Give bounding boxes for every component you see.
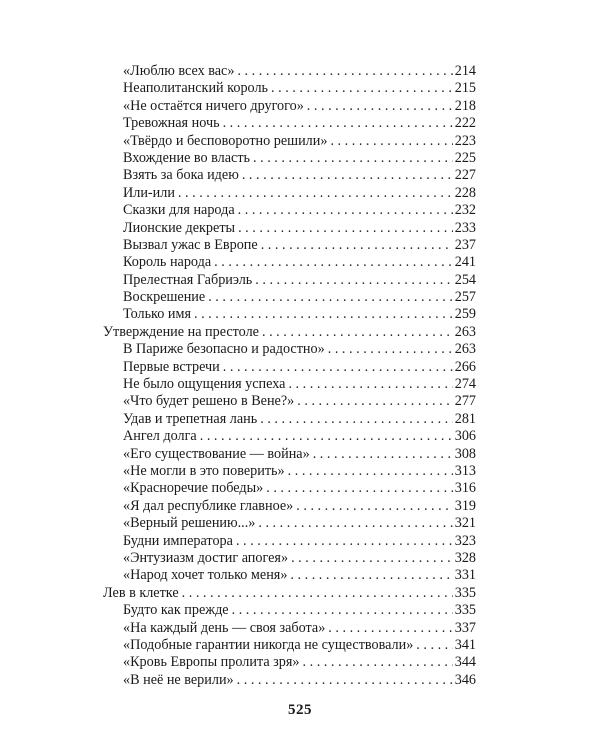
toc-entry-page: 341 bbox=[454, 636, 476, 653]
toc-section-row bbox=[103, 411, 476, 428]
toc-chapter-row bbox=[103, 324, 476, 341]
dot-leader bbox=[416, 637, 452, 654]
toc-section-row bbox=[103, 63, 476, 80]
dot-leader bbox=[328, 620, 452, 637]
toc-entry-title: Лев в клетке bbox=[103, 584, 179, 601]
toc-section-row bbox=[103, 306, 476, 323]
toc-entry-title: Будто как прежде bbox=[123, 602, 229, 619]
dot-leader bbox=[290, 567, 452, 584]
toc-entry-title: Король народа bbox=[123, 254, 212, 271]
toc-entry-title: Лионские декреты bbox=[123, 219, 236, 236]
dot-leader bbox=[271, 80, 453, 97]
dot-leader bbox=[253, 150, 453, 167]
toc-section-row bbox=[103, 498, 476, 515]
toc-entry-page: 257 bbox=[454, 289, 476, 306]
dot-leader bbox=[238, 220, 453, 237]
toc-section-row bbox=[103, 533, 476, 550]
dot-leader bbox=[242, 167, 453, 184]
toc-section-row bbox=[103, 359, 476, 376]
dot-leader bbox=[261, 237, 453, 254]
toc-section-row bbox=[103, 428, 476, 445]
toc-entry-page: 328 bbox=[454, 549, 476, 566]
toc-section-row bbox=[103, 376, 476, 393]
dot-leader bbox=[200, 428, 453, 445]
toc-section-row bbox=[103, 463, 476, 480]
toc-entry-page: 281 bbox=[454, 410, 476, 427]
toc-entry-page: 344 bbox=[454, 654, 476, 671]
toc-entry-page: 227 bbox=[454, 167, 476, 184]
toc-entry-title: «На каждый день — своя забота» bbox=[123, 619, 326, 636]
dot-leader bbox=[238, 202, 453, 219]
dot-leader bbox=[237, 672, 453, 689]
toc-entry-title: «Твёрдо и бесповоротно решили» bbox=[123, 132, 328, 149]
toc-entry-page: 335 bbox=[454, 602, 476, 619]
dot-leader bbox=[208, 289, 453, 306]
toc-entry-page: 222 bbox=[454, 115, 476, 132]
dot-leader bbox=[296, 498, 452, 515]
toc-entry-page: 233 bbox=[454, 219, 476, 236]
toc-entry-page: 241 bbox=[454, 254, 476, 271]
toc-entry-page: 313 bbox=[454, 462, 476, 479]
toc-entry-page: 228 bbox=[454, 184, 476, 201]
toc-section-row bbox=[103, 672, 476, 689]
toc-entry-title: «В неё не верили» bbox=[123, 671, 234, 688]
toc-section-row bbox=[103, 115, 476, 132]
toc-entry-title: «Народ хочет только меня» bbox=[123, 567, 288, 584]
dot-leader bbox=[303, 654, 453, 671]
toc-entry-title: «Кровь Европы пролита зря» bbox=[123, 654, 300, 671]
dot-leader bbox=[182, 585, 453, 602]
toc-entry-title: «Верный решению...» bbox=[123, 515, 256, 532]
dot-leader bbox=[232, 602, 453, 619]
toc-entry-page: 319 bbox=[454, 497, 476, 514]
toc-section-row bbox=[103, 202, 476, 219]
dot-leader bbox=[307, 98, 453, 115]
toc-section-row bbox=[103, 446, 476, 463]
dot-leader bbox=[255, 272, 452, 289]
dot-leader bbox=[223, 359, 453, 376]
toc-entry-page: 259 bbox=[454, 306, 476, 323]
toc-entry-page: 274 bbox=[454, 376, 476, 393]
toc-entry-page: 331 bbox=[454, 567, 476, 584]
dot-leader bbox=[330, 133, 452, 150]
toc-section-row bbox=[103, 80, 476, 97]
toc-entry-page: 214 bbox=[454, 63, 476, 79]
toc-entry-title: Только имя bbox=[123, 306, 191, 323]
toc-entry-title: Вызвал ужас в Европе bbox=[123, 236, 258, 253]
toc-section-row bbox=[103, 254, 476, 271]
dot-leader bbox=[262, 324, 453, 341]
toc-entry-title: Сказки для народа bbox=[123, 202, 235, 219]
toc-section-row bbox=[103, 341, 476, 358]
toc-entry-page: 263 bbox=[454, 341, 476, 358]
table-of-contents bbox=[103, 63, 476, 689]
toc-section-row bbox=[103, 393, 476, 410]
toc-entry-page: 266 bbox=[454, 358, 476, 375]
dot-leader bbox=[288, 376, 452, 393]
toc-entry-title: Утверждение на престоле bbox=[103, 323, 259, 340]
toc-entry-page: 306 bbox=[454, 428, 476, 445]
toc-entry-page: 263 bbox=[454, 323, 476, 340]
toc-entry-title: «Люблю всех вас» bbox=[123, 63, 235, 79]
toc-entry-title: «Его существование — война» bbox=[123, 445, 310, 462]
dot-leader bbox=[223, 115, 453, 132]
toc-entry-page: 335 bbox=[454, 584, 476, 601]
dot-leader bbox=[291, 550, 453, 567]
toc-entry-title: «Энтузиазм достиг апогея» bbox=[123, 549, 289, 566]
dot-leader bbox=[288, 463, 453, 480]
dot-leader bbox=[214, 254, 453, 271]
dot-leader bbox=[194, 306, 453, 323]
toc-entry-title: Удав и трепетная лань bbox=[123, 410, 258, 427]
toc-section-row bbox=[103, 150, 476, 167]
dot-leader bbox=[297, 393, 452, 410]
toc-entry-title: «Я дал республике главное» bbox=[123, 497, 294, 514]
toc-entry-title: Ангел долга bbox=[123, 428, 197, 445]
toc-entry-title: Тревожная ночь bbox=[123, 115, 220, 132]
toc-entry-title: Взять за бока идею bbox=[123, 167, 239, 184]
toc-entry-page: 308 bbox=[454, 445, 476, 462]
toc-entry-page: 321 bbox=[454, 515, 476, 532]
toc-entry-title: Прелестная Габриэль bbox=[123, 271, 253, 288]
dot-leader bbox=[236, 533, 453, 550]
toc-section-row bbox=[103, 133, 476, 150]
toc-entry-title: «Что будет решено в Вене?» bbox=[123, 393, 295, 410]
toc-entry-page: 223 bbox=[454, 132, 476, 149]
toc-section-row bbox=[103, 620, 476, 637]
dot-leader bbox=[313, 446, 453, 463]
dot-leader bbox=[328, 341, 453, 358]
toc-entry-title: Будни императора bbox=[123, 532, 233, 549]
toc-entry-title: Не было ощущения успеха bbox=[123, 376, 286, 393]
toc-entry-page: 232 bbox=[454, 202, 476, 219]
dot-leader bbox=[266, 480, 453, 497]
toc-entry-page: 237 bbox=[454, 236, 476, 253]
toc-entry-title: «Красноречие победы» bbox=[123, 480, 264, 497]
toc-entry-page: 323 bbox=[454, 532, 476, 549]
toc-section-row bbox=[103, 637, 476, 654]
toc-section-row bbox=[103, 567, 476, 584]
toc-entry-page: 277 bbox=[454, 393, 476, 410]
toc-section-row bbox=[103, 98, 476, 115]
toc-section-row bbox=[103, 289, 476, 306]
dot-leader bbox=[178, 185, 453, 202]
toc-entry-page: 218 bbox=[454, 97, 476, 114]
toc-section-row bbox=[103, 550, 476, 567]
toc-entry-page: 316 bbox=[454, 480, 476, 497]
toc-entry-title: «Не остаётся ничего другого» bbox=[123, 97, 304, 114]
toc-section-row bbox=[103, 185, 476, 202]
dot-leader bbox=[237, 63, 452, 80]
dot-leader bbox=[258, 515, 452, 532]
toc-entry-title: «Подобные гарантии никогда не существовали» bbox=[123, 636, 414, 653]
toc-entry-page: 215 bbox=[454, 80, 476, 97]
toc-entry-title: Первые встречи bbox=[123, 358, 220, 375]
toc-section-row bbox=[103, 237, 476, 254]
toc-entry-page: 337 bbox=[454, 619, 476, 636]
toc-section-row bbox=[103, 602, 476, 619]
toc-section-row bbox=[103, 515, 476, 532]
toc-chapter-row bbox=[103, 585, 476, 602]
toc-section-row bbox=[103, 654, 476, 671]
page-number: 525 bbox=[288, 702, 312, 718]
toc-section-row bbox=[103, 480, 476, 497]
toc-section-row bbox=[103, 167, 476, 184]
toc-section-row bbox=[103, 220, 476, 237]
toc-section-row bbox=[103, 272, 476, 289]
toc-entry-title: «Не могли в это поверить» bbox=[123, 462, 285, 479]
toc-entry-title: Или-или bbox=[123, 184, 175, 201]
toc-entry-page: 225 bbox=[454, 149, 476, 166]
toc-entry-page: 254 bbox=[454, 271, 476, 288]
toc-entry-title: Вхождение во власть bbox=[123, 149, 251, 166]
toc-entry-title: Воскрешение bbox=[123, 289, 206, 306]
toc-entry-page: 346 bbox=[454, 671, 476, 688]
toc-entry-title: Неаполитанский король bbox=[123, 80, 268, 97]
dot-leader bbox=[260, 411, 453, 428]
toc-entry-title: В Париже безопасно и радостно» bbox=[123, 341, 325, 358]
